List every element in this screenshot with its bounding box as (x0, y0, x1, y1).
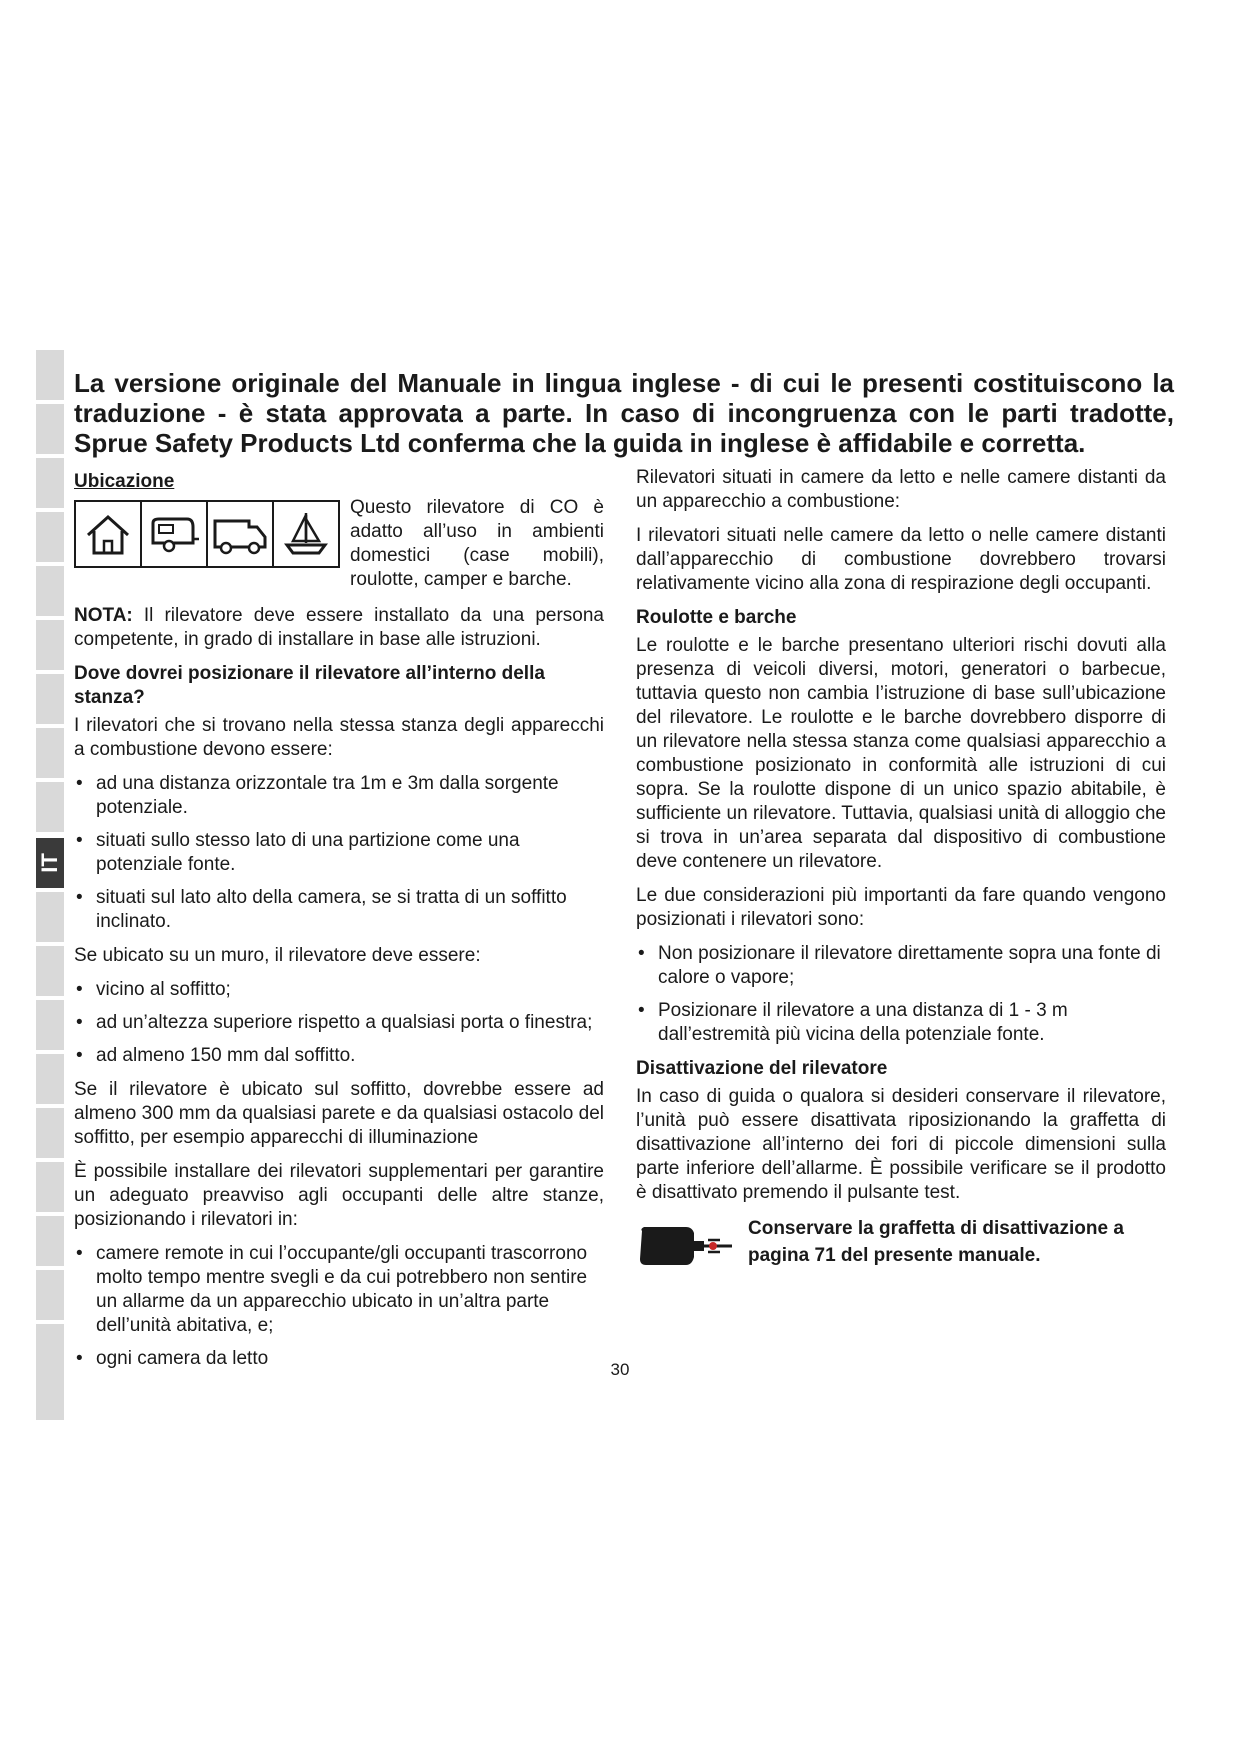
disable-paragraph: In caso di guida o qualora si desideri conservare il rilevatore, l’unità può essere disattivata riposizionando la graffetta di disattivazione all’interno dei fori di piccole dimensioni sulla parte inferiore dell’allarme. È possibile verificare se il prodotto è disattivato premendo il pulsante test. (636, 1086, 1166, 1203)
list-item: • Non posizionare il rilevatore direttamente sopra una fonte di calore o vapore; (638, 943, 1161, 988)
clip-note: Conservare la graffetta di disattivazione a pagina 71 del presente manuale. (748, 1218, 1124, 1266)
caravan-heading: Roulotte e barche (636, 607, 797, 628)
clip-note-row (636, 1215, 1166, 1271)
wall-list (74, 978, 604, 1068)
note-label: NOTA: (74, 605, 133, 626)
note-paragraph (74, 604, 604, 652)
list-item: • Posizionare il rilevatore a una distanza di 1 - 3 m dall’estremità più vicina della potenziale fonte. (638, 1000, 1068, 1045)
caravan-icon (142, 502, 208, 566)
translation-notice: La versione originale del Manuale in lingua inglese - di cui le presenti costituiscono la traduzione - è stata approvata a parte. In caso di incongruenza con le parti tradotte, Sprue Safety Products Ltd conferma che la guida in inglese è affidabile e corretta. (74, 368, 1174, 458)
usage-description: Questo rilevatore di CO è adatto all’uso in ambienti domestici (case mobili), roulotte, camper e barche. (350, 497, 604, 590)
boat-icon (274, 502, 338, 566)
where-heading: Dove dovrei posizionare il rilevatore all’interno della stanza? (74, 663, 545, 708)
language-tab-it: IT (37, 853, 62, 873)
extra-list (74, 1242, 604, 1371)
bedroom-intro: Rilevatori situati in camere da letto e nelle camere distanti da un apparecchio a combustione: (636, 467, 1166, 512)
list-item: • ad una distanza orizzontale tra 1m e 3m dalla sorgente potenziale. (76, 773, 559, 818)
bedroom-paragraph: I rilevatori situati nelle camere da letto o nelle camere distanti dall’apparecchio di combustione dovrebbero trovarsi relativamente vicino alla zona di respirazione degli occupanti. (636, 525, 1166, 594)
considerations-intro: Le due considerazioni più importanti da fare quando vengono posizionati i rilevatori sono: (636, 885, 1166, 930)
caravan-paragraph: Le roulotte e le barche presentano ulteriori rischi dovuti alla presenza di veicoli diversi, motori, generatori o barbecue, tuttavia questo non cambia l’istruzione di base sull’ubicazione del rilevatore. Le roulotte e le barche dovrebbero disporre di un rilevatore nella stessa stanza come qualsiasi apparecchio a combustione posizionato in conformità alle istruzioni di cui sopra. Se la roulotte dispone di un unico spazio abitabile, è sufficiente un rilevatore. Tuttavia, qualsiasi unità di alloggio che si trova in un’area separata dal dispositivo di combustione deve contenere un rilevatore. (636, 635, 1166, 872)
extra-detectors-paragraph: È possibile installare dei rilevatori supplementari per garantire un adeguato preavviso agli occupanti delle altre stanze, posizionando i rilevatori in: (74, 1161, 604, 1230)
list-item: • ogni camera da letto (76, 1348, 269, 1369)
page-number: 30 (610, 1360, 630, 1379)
usage-icons-row (74, 496, 604, 592)
list-item: • ad almeno 150 mm dal soffitto. (76, 1045, 356, 1066)
disable-clip-icon (636, 1221, 736, 1271)
ubicazione-heading: Ubicazione (74, 471, 175, 492)
camper-icon (208, 502, 274, 566)
note-text: Il rilevatore deve essere installato da una persona competente, in grado di installare in base alle istruzioni. (74, 605, 604, 650)
list-item: • camere remote in cui l’occupante/gli occupanti trascorrono molto tempo mentre svegli e da cui potrebbero non sentire un allarme da un apparecchio ubicato in un’altra parte dell’unità abitativa, e; (76, 1243, 588, 1336)
list-item: • situati sullo stesso lato di una partizione come una potenziale fonte. (76, 830, 520, 875)
considerations-list (636, 942, 1166, 1047)
right-column (636, 466, 1166, 1271)
list-item: • ad un’altezza superiore rispetto a qualsiasi porta o finestra; (76, 1012, 593, 1033)
wall-intro: Se ubicato su un muro, il rilevatore deve essere: (74, 945, 481, 966)
house-icon (76, 502, 142, 566)
list-item: • vicino al soffitto; (76, 979, 231, 1000)
where-list (74, 772, 604, 934)
list-item: • situati sul lato alto della camera, se si tratta di un soffitto inclinato. (76, 887, 567, 932)
usage-icons (74, 500, 340, 568)
where-intro: I rilevatori che si trovano nella stessa stanza degli apparecchi a combustione devono essere: (74, 715, 604, 760)
left-column (74, 470, 604, 1381)
ceiling-paragraph: Se il rilevatore è ubicato sul soffitto, dovrebbe essere ad almeno 300 mm da qualsiasi parete e da qualsiasi ostacolo del soffitto, per esempio apparecchi di illuminazione (74, 1079, 604, 1148)
disable-heading: Disattivazione del rilevatore (636, 1058, 888, 1079)
